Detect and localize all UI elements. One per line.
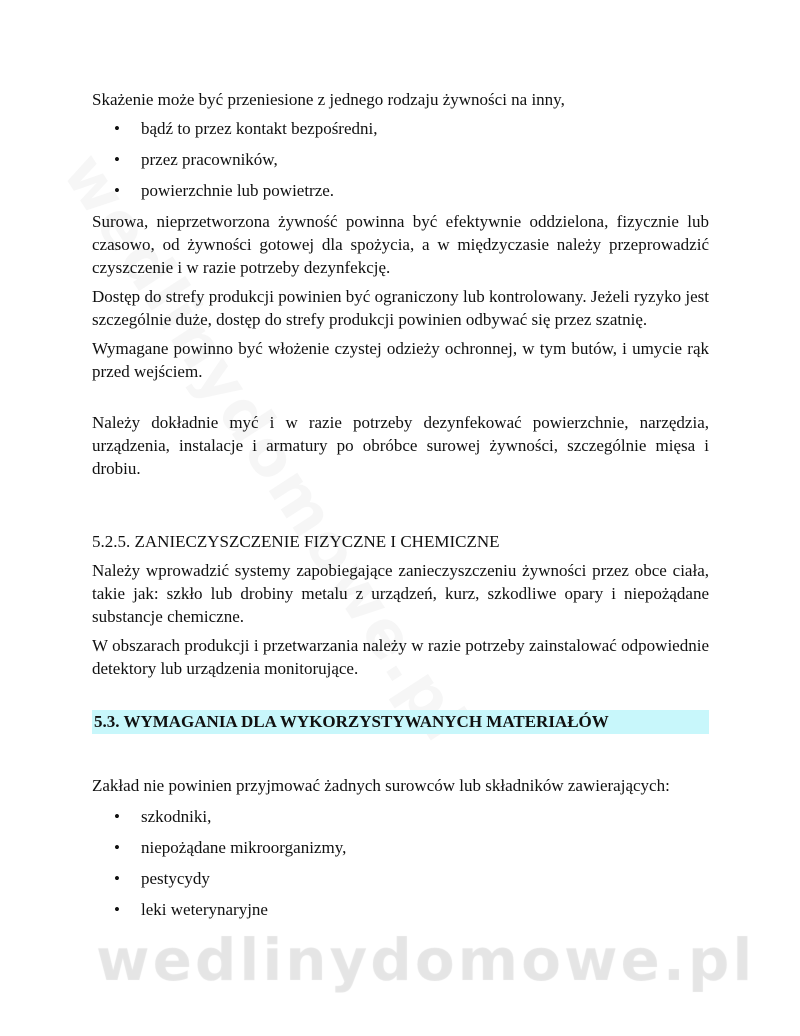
document-page	[92, 88, 709, 929]
subsection-heading: 5.2.5. ZANIECZYSZCZENIE FIZYCZNE I CHEMICZNE	[92, 532, 500, 551]
paragraph-materials: Zakład nie powinien przyjmować żadnych surowców lub składników zawierających:	[92, 776, 670, 795]
bullet-icon: •	[114, 119, 120, 138]
list-item: • pestycydy	[114, 869, 210, 888]
list-item: • bądź to przez kontakt bezpośredni,	[114, 119, 378, 138]
bullet-icon: •	[114, 150, 120, 169]
section-heading: 5.3. WYMAGANIA DLA WYKORZYSTYWANYCH MATERIAŁÓW	[92, 710, 709, 734]
intro-paragraph: Skażenie może być przeniesione z jednego rodzaju żywności na inny,	[92, 90, 565, 109]
paragraph-raw-food: Surowa, nieprzetworzona żywność powinna być efektywnie oddzielona, fizycznie lub czasowo, od żywności gotowej dla spożycia, a w międzyczasie należy przeprowadzić czyszczenie i w razie potrzeby dezynfekcję.	[92, 212, 709, 277]
list-item: • szkodniki,	[114, 807, 212, 826]
bullet-icon: •	[114, 838, 120, 857]
bullet-icon: •	[114, 900, 120, 919]
paragraph-access: Dostęp do strefy produkcji powinien być ograniczony lub kontrolowany. Jeżeli ryzyko jest szczególnie duże, dostęp do strefy produkcji powinien odbywać się przez szatnię.	[92, 287, 709, 329]
list-item: • powierzchnie lub powietrze.	[114, 181, 335, 200]
list-item: • leki weterynaryjne	[114, 900, 268, 919]
paragraph-detectors: W obszarach produkcji i przetwarzania należy w razie potrzeby zainstalować odpowiednie detektory lub urządzenia monitorujące.	[92, 636, 709, 678]
bullet-icon: •	[114, 181, 120, 200]
paragraph-foreign-bodies: Należy wprowadzić systemy zapobiegające zanieczyszczeniu żywności przez obce ciała, takie jak: szkło lub drobiny metalu z urządzeń, kurz, szkodliwe opary i niepożądane substancje chemiczne.	[92, 561, 709, 626]
paragraph-cleaning: Należy dokładnie myć i w razie potrzeby dezynfekować powierzchnie, narzędzia, urządzenia, instalacje i armatury po obróbce surowej żywności, szczególnie mięsa i drobiu.	[92, 413, 709, 478]
list-item: • niepożądane mikroorganizmy,	[114, 838, 347, 857]
bullet-icon: •	[114, 807, 120, 826]
watermark-bottom: wedlinydomowe.pl	[96, 926, 756, 994]
prohibited-materials-list	[92, 805, 709, 921]
paragraph-clothing: Wymagane powinno być włożenie czystej odzieży ochronnej, w tym butów, i umycie rąk przed wejściem.	[92, 339, 709, 381]
list-item: • przez pracowników,	[114, 150, 278, 169]
bullet-icon: •	[114, 869, 120, 888]
contamination-sources-list	[92, 117, 709, 202]
